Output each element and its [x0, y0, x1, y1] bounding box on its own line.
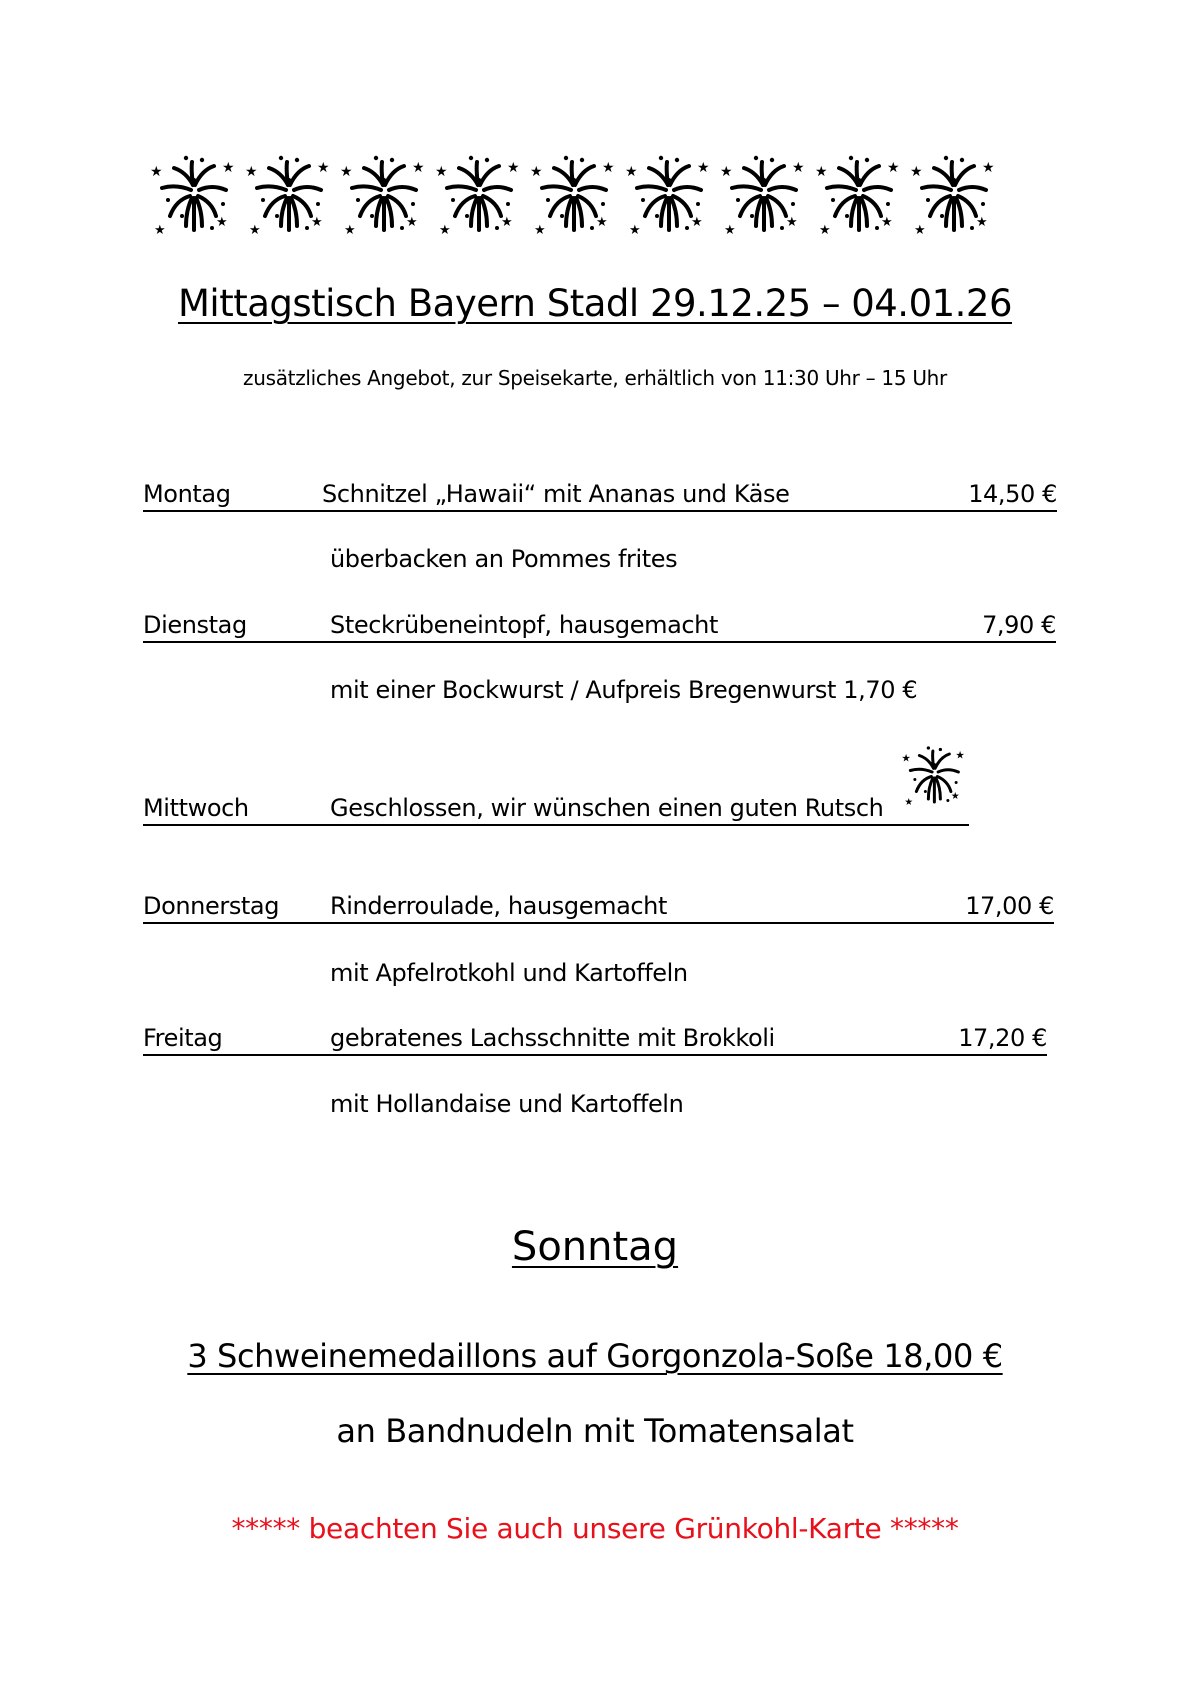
day-label: Donnerstag — [143, 892, 280, 920]
page-title — [0, 282, 1190, 325]
dish-detail: mit Hollandaise und Kartoffeln — [330, 1090, 684, 1118]
subtitle: zusätzliches Angebot, zur Speisekarte, erhältlich von 11:30 Uhr – 15 Uhr — [243, 366, 947, 390]
day-label: Freitag — [143, 1024, 223, 1052]
dish-name: Rinderroulade, hausgemacht — [330, 892, 668, 920]
fireworks-icon — [811, 150, 906, 238]
dish-detail: mit Apfelrotkohl und Kartoffeln — [330, 959, 688, 987]
fireworks-icon — [526, 150, 621, 238]
sunday-heading — [0, 1224, 1190, 1270]
dish-detail: überbacken an Pommes frites — [330, 545, 678, 573]
sunday-side: an Bandnudeln mit Tomatensalat — [336, 1412, 854, 1450]
menu-row-wednesday — [143, 790, 969, 826]
fireworks-icon — [241, 150, 336, 238]
day-label: Montag — [143, 480, 231, 508]
day-label: Mittwoch — [143, 794, 249, 822]
dish-price: 14,50 € — [968, 480, 1057, 508]
fireworks-icon — [621, 150, 716, 238]
menu-row-thursday — [143, 888, 1054, 924]
dish-price: 7,90 € — [982, 611, 1056, 639]
dish-name: gebratenes Lachsschnitte mit Brokkoli — [330, 1024, 775, 1052]
day-label: Dienstag — [143, 611, 247, 639]
menu-row-monday — [143, 476, 1057, 512]
dish-name: Schnitzel „Hawaii“ mit Ananas und Käse — [322, 480, 790, 508]
fireworks-icon — [431, 150, 526, 238]
page-title-text: Mittagstisch Bayern Stadl 29.12.25 – 04.01.26 — [177, 282, 1012, 325]
dish-name: Steckrübeneintopf, hausgemacht — [330, 611, 719, 639]
dish-name: Geschlossen, wir wünschen einen guten Rutsch — [330, 794, 884, 822]
dish-price: 17,00 € — [965, 892, 1054, 920]
dish-detail: mit einer Bockwurst / Aufpreis Bregenwurst 1,70 € — [330, 676, 918, 704]
gruenkohl-note: ***** beachten Sie auch unsere Grünkohl-Karte ***** — [231, 1512, 959, 1545]
menu-row-tuesday — [143, 607, 1056, 643]
sunday-dish — [0, 1337, 1190, 1375]
fireworks-icon — [146, 150, 241, 238]
fireworks-icon — [716, 150, 811, 238]
fireworks-banner — [146, 150, 1001, 238]
fireworks-icon — [336, 150, 431, 238]
sunday-dish-text: 3 Schweinemedaillons auf Gorgonzola-Soße 18,00 € — [187, 1337, 1003, 1375]
menu-row-friday — [143, 1020, 1047, 1056]
fireworks-icon — [906, 150, 1001, 238]
dish-price: 17,20 € — [958, 1024, 1047, 1052]
sunday-heading-text: Sonntag — [511, 1224, 679, 1270]
